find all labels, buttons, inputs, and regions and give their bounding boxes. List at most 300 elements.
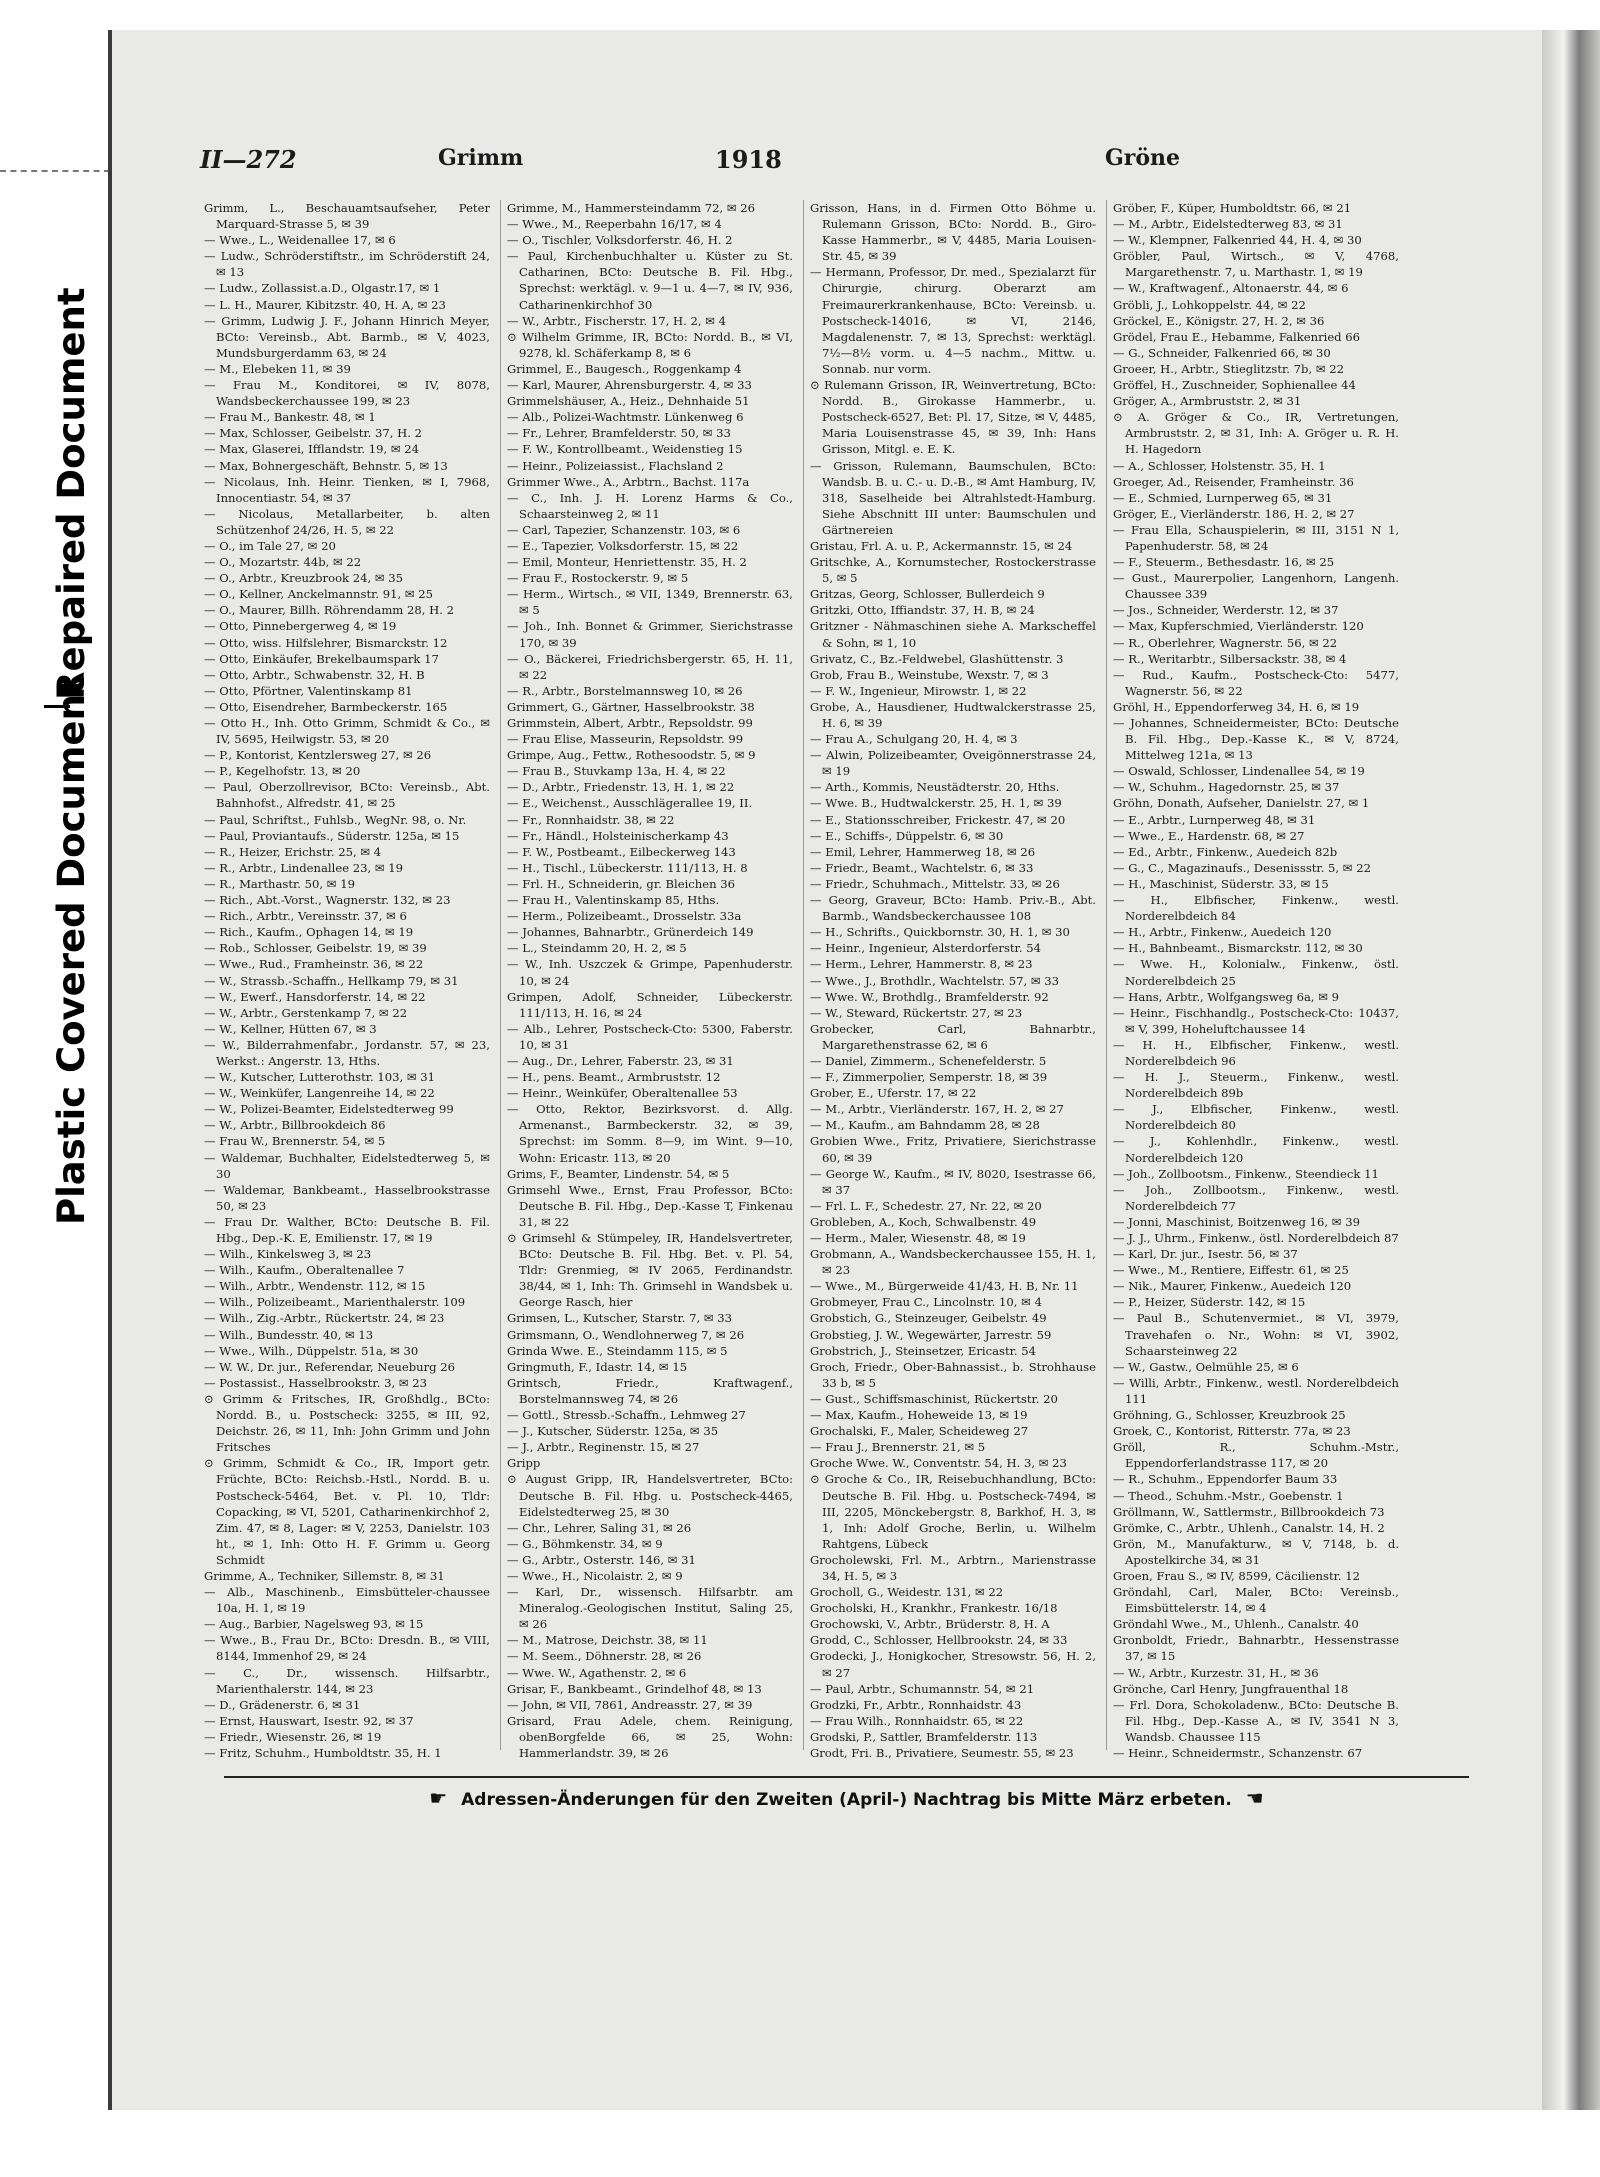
directory-entry: Grobstrich, J., Steinsetzer, Ericastr. 54 [810, 1343, 1037, 1358]
directory-entry: Gröffel, H., Zuschneider, Sophienallee 44 [1113, 378, 1356, 393]
directory-entry: — Chr., Lehrer, Saling 31, ✉ 26 [507, 1520, 692, 1535]
directory-entry: — W., Arbtr., Billbrookdeich 86 [204, 1118, 386, 1133]
directory-entry: ⊙ Rulemann Grisson, IR, Weinvertretung, BCto: Nordd. B., Girokasse Hammerbr., u. Postscheck-6527, Bet: Pl. 17, Sitze, ✉ V, 4485, Maria Louisenstrasse 45, ✉ 39, Inh: Hans Grisson, Mitgl. e. E. K. [810, 378, 1096, 457]
directory-entry: — R., Arbtr., Borstelmannsweg 10, ✉ 26 [507, 683, 743, 698]
directory-entry: — Alb., Maschinenb., Eimsbütteler-chaussee 10a, H. 1, ✉ 19 [204, 1585, 490, 1616]
directory-entry: Grimsen, L., Kutscher, Starstr. 7, ✉ 33 [507, 1311, 733, 1326]
directory-column-4 [1113, 200, 1399, 1760]
directory-entry: Gröhn, Donath, Aufseher, Danielstr. 27, ✉ 1 [1113, 796, 1370, 811]
directory-entry: — Frau M., Konditorei, ✉ IV, 8078, Wandsbeckerchaussee 199, ✉ 23 [204, 378, 490, 409]
directory-entry: — M., Elebeken 11, ✉ 39 [204, 361, 351, 376]
directory-entry: — Frau H., Valentinskamp 85, Hths. [507, 893, 720, 908]
directory-entry: ⊙ Grimm, Schmidt & Co., IR, Import getr. Früchte, BCto: Reichsb.-Hstl., Nordd. B. u. Postscheck-5464, Bet. v. Pl. 10, Tldr: Copacking, ✉ VI, 5201, Catharinenkirchhof 2, Zim. 47, ✉ 8, Lager: ✉ V, 2253, Danielstr. 103 ht., ✉ 1, Inh: Otto H. F. Grimm u. Georg Schmidt [204, 1456, 490, 1567]
directory-entry: — F., Zimmerpolier, Semperstr. 18, ✉ 39 [810, 1070, 1048, 1085]
directory-entry: — Frau F., Rostockerstr. 9, ✉ 5 [507, 571, 689, 586]
repaired-document-label: Repaired Document [50, 287, 93, 700]
directory-entry: — Waldemar, Buchhalter, Eidelstedterweg 5, ✉ 30 [204, 1150, 490, 1181]
directory-entry: Grims, F., Beamter, Lindenstr. 54, ✉ 5 [507, 1166, 730, 1181]
column-divider [1106, 200, 1107, 1750]
page-footer [224, 1786, 1469, 1810]
directory-entry: — Wwe., M., Reeperbahn 16/17, ✉ 4 [507, 217, 722, 232]
directory-entry: — G., Arbtr., Osterstr. 146, ✉ 31 [507, 1552, 696, 1567]
directory-entry: Gritzki, Otto, Iffiandstr. 37, H. B, ✉ 24 [810, 603, 1035, 618]
directory-entry: ⊙ A. Gröger & Co., IR, Vertretungen, Armbruststr. 2, ✉ 31, Inh: A. Gröger u. R. H. H. Hagedorn [1113, 410, 1399, 457]
directory-entry: Grinda Wwe. E., Steindamm 115, ✉ 5 [507, 1343, 728, 1358]
directory-entry: — Wwe. W., Brothdlg., Bramfelderstr. 92 [810, 989, 1049, 1004]
directory-entry: — M., Arbtr., Vierländerstr. 167, H. 2, ✉ 27 [810, 1102, 1064, 1117]
directory-entry: — Otto, Arbtr., Schwabenstr. 32, H. B [204, 667, 425, 682]
directory-entry: — O., Bäckerei, Friedrichsbergerstr. 65, H. 11, ✉ 22 [507, 651, 793, 682]
directory-entry: — Wwe., M., Bürgerweide 41/43, H. B, Nr. 11 [810, 1279, 1079, 1294]
directory-entry: — Wwe., M., Rentiere, Eiffestr. 61, ✉ 25 [1113, 1263, 1349, 1278]
directory-entry: — Willi, Arbtr., Finkenw., westl. Norderelbdeich 111 [1113, 1375, 1399, 1406]
directory-entry: — E., Arbtr., Lurnperweg 48, ✉ 31 [1113, 812, 1316, 827]
directory-entry: — Paul, Schriftst., Fuhlsb., WegNr. 98, o. Nr. [204, 812, 467, 827]
pointing-hand-icon: ☚ [1245, 1786, 1264, 1810]
directory-entry: — E., Stationsschreiber, Frickestr. 47, ✉ 20 [810, 812, 1066, 827]
directory-column-2 [507, 200, 793, 1760]
directory-entry: — George W., Kaufm., ✉ IV, 8020, Isestrasse 66, ✉ 37 [810, 1166, 1096, 1197]
directory-entry: — Frl. Dora, Schokoladenw., BCto: Deutsche B. Fil. Hbg., Dep.-Kasse A., ✉ IV, 3541 N 3, Wandsb. Chaussee 115 [1113, 1697, 1399, 1744]
directory-entry: — Wwe., Rud., Framheinstr. 36, ✉ 22 [204, 957, 424, 972]
directory-entry: — Gust., Schiffsmaschinist, Rückertstr. 20 [810, 1391, 1058, 1406]
directory-entry: Groeger, Ad., Reisender, Framheinstr. 36 [1113, 474, 1354, 489]
directory-entry: — W., Schuhm., Hagedornstr. 25, ✉ 37 [1113, 780, 1340, 795]
column-divider [803, 200, 804, 1750]
directory-entry: Grobstich, G., Steinzeuger, Geibelstr. 49 [810, 1311, 1047, 1326]
directory-entry: — Nik., Maurer, Finkenw., Auedeich 120 [1113, 1279, 1352, 1294]
directory-entry: — W., Kellner, Hütten 67, ✉ 3 [204, 1021, 377, 1036]
directory-entry: — Karl, Dr., wissensch. Hilfsarbtr. am Mineralog.-Geologischen Institut, Saling 25, ✉ 26 [507, 1585, 793, 1632]
directory-entry: Gritzner - Nähmaschinen siehe A. Markscheffel & Sohn, ✉ 1, 10 [810, 619, 1096, 650]
footer-rule [224, 1776, 1469, 1778]
directory-entry: — R., Heizer, Erichstr. 25, ✉ 4 [204, 844, 382, 859]
directory-entry: — Herm., Wirtsch., ✉ VII, 1349, Brennerstr. 63, ✉ 5 [507, 587, 793, 618]
directory-entry: — H. J., Steuerm., Finkenw., westl. Norderelbdeich 89b [1113, 1070, 1399, 1101]
directory-entry: — G., C., Magazinaufs., Desenissstr. 5, ✉ 22 [1113, 860, 1371, 875]
directory-entry: — Max, Kaufm., Hoheweide 13, ✉ 19 [810, 1408, 1028, 1423]
directory-entry: — Wwe., J., Brothdlr., Wachtelstr. 57, ✉ 33 [810, 973, 1059, 988]
directory-entry: — Heinr., Fischhandlg., Postscheck-Cto: 10437, ✉ V, 399, Hoheluftchaussee 14 [1113, 1005, 1399, 1036]
directory-entry: — Paul, Arbtr., Schumannstr. 54, ✉ 21 [810, 1681, 1035, 1696]
directory-entry: — Paul, Oberzollrevisor, BCto: Vereinsb., Abt. Bahnhofst., Alfredstr. 41, ✉ 25 [204, 780, 490, 811]
directory-entry: — Frau Elise, Masseurin, Repsoldstr. 99 [507, 732, 744, 747]
directory-entry: Gröhning, G., Schlosser, Kreuzbrook 25 [1113, 1408, 1346, 1423]
directory-entry: Gröbli, J., Lohkoppelstr. 44, ✉ 22 [1113, 297, 1306, 312]
directory-entry: — F. W., Postbeamt., Eilbeckerweg 143 [507, 844, 736, 859]
directory-entry: — E., Schiffs-, Düppelstr. 6, ✉ 30 [810, 828, 1004, 843]
directory-entry: Grimsmann, O., Wendlohnerweg 7, ✉ 26 [507, 1327, 745, 1342]
directory-entry: Grömke, C., Arbtr., Uhlenh., Canalstr. 14, H. 2 [1113, 1520, 1385, 1535]
directory-entry: — L., Steindamm 20, H. 2, ✉ 5 [507, 941, 687, 956]
directory-entry: — Otto H., Inh. Otto Grimm, Schmidt & Co., ✉ IV, 5695, Heilwigstr. 53, ✉ 20 [204, 716, 490, 747]
directory-entry: — Arth., Kommis, Neustädterstr. 20, Hths. [810, 780, 1060, 795]
directory-entry: — Max, Kupferschmied, Vierländerstr. 120 [1113, 619, 1364, 634]
directory-entry: Grimmel, E., Baugesch., Roggenkamp 4 [507, 361, 742, 376]
directory-entry: — Ernst, Hauswart, Isestr. 92, ✉ 37 [204, 1713, 414, 1728]
book-spine [1542, 30, 1600, 2110]
directory-entry: Grisar, F., Bankbeamt., Grindelhof 48, ✉ 13 [507, 1681, 762, 1696]
directory-entry: — W., Ewerf., Hansdorferstr. 14, ✉ 22 [204, 989, 426, 1004]
directory-entry: — Fr., Lehrer, Bramfelderstr. 50, ✉ 33 [507, 426, 731, 441]
directory-entry: Grodski, P., Sattler, Bramfelderstr. 113 [810, 1729, 1038, 1744]
directory-entry: — O., Mozartstr. 44b, ✉ 22 [204, 555, 362, 570]
directory-entry: Grimme, A., Techniker, Sillemstr. 8, ✉ 31 [204, 1568, 445, 1583]
directory-entry: — Jos., Schneider, Werderstr. 12, ✉ 37 [1113, 603, 1339, 618]
directory-entry: — H., Elbfischer, Finkenw., westl. Norderelbdeich 84 [1113, 893, 1399, 924]
directory-entry: — Alwin, Polizeibeamter, Oveigönnerstrasse 24, ✉ 19 [810, 748, 1096, 779]
directory-entry: Groek, C., Kontorist, Ritterstr. 77a, ✉ 23 [1113, 1424, 1351, 1439]
directory-entry: Gritzas, Georg, Schlosser, Bullerdeich 9 [810, 587, 1045, 602]
directory-entry: — W., Kutscher, Lutterothstr. 103, ✉ 31 [204, 1070, 436, 1085]
directory-entry: — F. W., Ingenieur, Mirowstr. 1, ✉ 22 [810, 683, 1027, 698]
directory-entry: — Friedr., Schuhmach., Mittelstr. 33, ✉ 26 [810, 876, 1060, 891]
directory-entry: — J., Elbfischer, Finkenw., westl. Norderelbdeich 80 [1113, 1102, 1399, 1133]
directory-entry: — W., Weinküfer, Langenreihe 14, ✉ 22 [204, 1086, 435, 1101]
directory-entry: Grobmeyer, Frau C., Lincolnstr. 10, ✉ 4 [810, 1295, 1042, 1310]
directory-entry: — A., Schlosser, Holstenstr. 35, H. 1 [1113, 458, 1326, 473]
directory-entry: — J. J., Uhrm., Finkenw., östl. Norderelbdeich 87 [1113, 1231, 1399, 1245]
directory-entry: Grocholski, H., Krankhr., Frankestr. 16/18 [810, 1601, 1058, 1616]
directory-entry: — Aug., Barbier, Nagelsweg 93, ✉ 15 [204, 1617, 424, 1632]
directory-entry: — W., Steward, Rückertstr. 27, ✉ 23 [810, 1005, 1023, 1020]
directory-entry: — P., Kegelhofstr. 13, ✉ 20 [204, 764, 361, 779]
directory-entry: — C., Inh. J. H. Lorenz Harms & Co., Schaarsteinweg 2, ✉ 11 [507, 490, 793, 521]
directory-entry: Grobmann, A., Wandsbeckerchaussee 155, H. 1, ✉ 23 [810, 1247, 1096, 1278]
directory-entry: — F. W., Kontrollbeamt., Weidenstieg 15 [507, 442, 743, 457]
pointing-hand-icon: ☛ [429, 1786, 448, 1810]
directory-entry: Gröber, F., Küper, Humboldtstr. 66, ✉ 21 [1113, 201, 1352, 215]
directory-entry: — Emil, Monteur, Henriettenstr. 35, H. 2 [507, 555, 747, 570]
directory-entry: — John, ✉ VII, 7861, Andreasstr. 27, ✉ 39 [507, 1697, 753, 1712]
directory-entry: ⊙ Groche & Co., IR, Reisebuchhandlung, BCto: Deutsche B. Fil. Hbg. u. Postscheck-7494, ✉ III, 2205, Mönckebergstr. 8, Barkhof, H. 3, ✉ 1, Inh: Adolf Groche, Berlin, u. Wilhelm Rahtgens, Lübeck [810, 1472, 1096, 1551]
scanned-page [108, 30, 1600, 2110]
directory-entry: — Frl. H., Schneiderin, gr. Bleichen 36 [507, 876, 736, 891]
directory-entry: — Rud., Kaufm., Postscheck-Cto: 5477, Wagnerstr. 56, ✉ 22 [1113, 667, 1399, 698]
directory-entry: — Heinr., Weinküfer, Oberaltenallee 53 [507, 1086, 738, 1101]
directory-entry: — Wwe., H., Nicolaistr. 2, ✉ 9 [507, 1568, 683, 1583]
directory-entry: — Wilh., Kinkelsweg 3, ✉ 23 [204, 1247, 372, 1262]
directory-columns [204, 200, 1474, 1760]
directory-entry: — Frau J., Brennerstr. 21, ✉ 5 [810, 1440, 986, 1455]
directory-entry: Grocholl, G., Weidestr. 131, ✉ 22 [810, 1585, 1004, 1600]
directory-entry: — O., Arbtr., Kreuzbrook 24, ✉ 35 [204, 571, 404, 586]
directory-entry: — W. W., Dr. jur., Referendar, Neueburg 26 [204, 1359, 456, 1374]
directory-entry: — Heinr., Polizeiassist., Flachsland 2 [507, 458, 724, 473]
directory-entry: — Wilh., Arbtr., Wendenstr. 112, ✉ 15 [204, 1279, 426, 1294]
directory-entry: Gritschke, A., Kornumstecher, Rostockerstrasse 5, ✉ 5 [810, 555, 1096, 586]
directory-entry: Gröger, E., Vierländerstr. 186, H. 2, ✉ 27 [1113, 506, 1355, 521]
directory-entry: — M., Arbtr., Eidelstedterweg 83, ✉ 31 [1113, 217, 1343, 232]
directory-entry: Grimmelshäuser, A., Heiz., Dehnhaide 51 [507, 394, 750, 409]
directory-entry: — Karl, Dr. jur., Isestr. 56, ✉ 37 [1113, 1247, 1298, 1262]
directory-entry: — W., Strassb.-Schaffn., Hellkamp 79, ✉ 31 [204, 973, 459, 988]
directory-entry: — E., Tapezier, Volksdorferstr. 15, ✉ 22 [507, 538, 739, 553]
directory-entry: — W., Arbtr., Gerstenkamp 7, ✉ 22 [204, 1005, 408, 1020]
directory-entry: Grivatz, C., Bz.-Feldwebel, Glashüttenstr. 3 [810, 651, 1064, 666]
directory-entry: Grobleben, A., Koch, Schwalbenstr. 49 [810, 1214, 1037, 1229]
directory-entry: — Daniel, Zimmerm., Schenefelderstr. 5 [810, 1053, 1047, 1068]
directory-entry: — H. H., Elbfischer, Finkenw., westl. Norderelbdeich 96 [1113, 1037, 1399, 1068]
side-labels [0, 0, 100, 1450]
directory-entry: — Grimm, Ludwig J. F., Johann Hinrich Meyer, BCto: Vereinsb., Abt. Barmb., ✉ V, 4023, Mundsburgerdamm 63, ✉ 24 [204, 313, 490, 360]
directory-entry: — W., Bilderrahmenfabr., Jordanstr. 57, ✉ 23, Werkst.: Angerstr. 13, Hths. [204, 1037, 490, 1068]
directory-entry: — Frau M., Bankestr. 48, ✉ 1 [204, 410, 376, 425]
directory-entry: — Paul, Kirchenbuchhalter u. Küster zu St. Catharinen, BCto: Deutsche B. Fil. Hbg., Sprechst: werktägl. v. 9—1 u. 4—7, ✉ IV, 936, Catharinenkirchhof 30 [507, 249, 793, 312]
directory-entry: — D., Grädenerstr. 6, ✉ 31 [204, 1697, 361, 1712]
directory-entry: — Hans, Arbtr., Wolfgangsweg 6a, ✉ 9 [1113, 989, 1340, 1004]
directory-entry: Grodecki, J., Honigkocher, Stresowstr. 56, H. 2, ✉ 27 [810, 1649, 1096, 1680]
directory-entry: — Otto, Eisendreher, Barmbeckerstr. 165 [204, 699, 448, 714]
header-first-name: Grimm [438, 145, 524, 171]
directory-entry: — R., Oberlehrer, Wagnerstr. 56, ✉ 22 [1113, 635, 1338, 650]
directory-entry: — Wwe., Wilh., Düppelstr. 51a, ✉ 30 [204, 1343, 419, 1358]
directory-entry: — Karl, Maurer, Ahrensburgerstr. 4, ✉ 33 [507, 378, 752, 393]
plastic-covered-label: Plastic Covered Document [50, 676, 93, 1225]
directory-entry: — Rich., Abt.-Vorst., Wagnerstr. 132, ✉ 23 [204, 893, 451, 908]
directory-entry: — Frau B., Stuvkamp 13a, H. 4, ✉ 22 [507, 764, 726, 779]
directory-entry: Gröllmann, W., Sattlermstr., Billbrookdeich 73 [1113, 1504, 1385, 1519]
directory-entry: Grimpe, Aug., Fettw., Rothesoodstr. 5, ✉ 9 [507, 748, 756, 763]
directory-entry: — E., Weichenst., Ausschlägerallee 19, II. [507, 796, 753, 811]
directory-entry: — Rob., Schlosser, Geibelstr. 19, ✉ 39 [204, 941, 427, 956]
directory-entry: — H., Maschinist, Süderstr. 33, ✉ 15 [1113, 876, 1329, 891]
directory-entry: Grimme, M., Hammersteindamm 72, ✉ 26 [507, 201, 755, 215]
directory-entry: — Max, Schlosser, Geibelstr. 37, H. 2 [204, 426, 423, 441]
directory-entry: Gröndahl, Carl, Maler, BCto: Vereinsb., Eimsbüttelerstr. 14, ✉ 4 [1113, 1585, 1399, 1616]
directory-entry: — Rich., Kaufm., Ophagen 14, ✉ 19 [204, 925, 414, 940]
directory-entry: — Emil, Lehrer, Hammerweg 18, ✉ 26 [810, 844, 1036, 859]
directory-entry: Grimmstein, Albert, Arbtr., Repsoldstr. 99 [507, 716, 753, 730]
directory-entry: Grimsehl Wwe., Ernst, Frau Professor, BCto: Deutsche B. Fil. Hbg., Dep.-Kasse T, Finkenau 31, ✉ 22 [507, 1182, 793, 1229]
page-number: II—272 [200, 145, 297, 174]
directory-entry: — O., Tischler, Volksdorferstr. 46, H. 2 [507, 233, 733, 248]
directory-entry: — Wilh., Bundesstr. 40, ✉ 13 [204, 1327, 374, 1342]
directory-entry: ⊙ Wilhelm Grimme, IR, BCto: Nordd. B., ✉ VI, 9278, kl. Schäferkamp 8, ✉ 6 [507, 329, 793, 360]
directory-entry: Gröndahl Wwe., M., Uhlenh., Canalstr. 40 [1113, 1617, 1359, 1632]
directory-entry: Gröckel, E., Königstr. 27, H. 2, ✉ 36 [1113, 313, 1325, 328]
directory-entry: — Nicolaus, Metallarbeiter, b. alten Schützenhof 24/26, H. 5, ✉ 22 [204, 506, 490, 537]
directory-entry: Groch, Friedr., Ober-Bahnassist., b. Strohhause 33 b, ✉ 5 [810, 1359, 1096, 1390]
footer-notice: Adressen-Änderungen für den Zweiten (April-) Nachtrag bis Mitte März erbeten. [461, 1790, 1232, 1810]
directory-entry: — M. Seem., Döhnerstr. 28, ✉ 26 [507, 1649, 702, 1664]
directory-entry: — Fr., Ronnhaidstr. 38, ✉ 22 [507, 812, 675, 827]
directory-entry: — Max, Glaserei, Ifflandstr. 19, ✉ 24 [204, 442, 419, 457]
directory-entry: — Joh., Inh. Bonnet & Grimmer, Sierichstrasse 170, ✉ 39 [507, 619, 793, 650]
directory-entry: Gröhl, H., Eppendorferweg 34, H. 6, ✉ 19 [1113, 699, 1360, 714]
directory-entry: — P., Heizer, Süderstr. 142, ✉ 15 [1113, 1295, 1306, 1310]
directory-entry: — Friedr., Wiesenstr. 26, ✉ 19 [204, 1729, 382, 1744]
directory-entry: — D., Arbtr., Friedenstr. 13, H. 1, ✉ 22 [507, 780, 735, 795]
directory-entry: — R., Arbtr., Lindenallee 23, ✉ 19 [204, 860, 404, 875]
directory-entry: — Jonni, Maschinist, Boitzenweg 16, ✉ 39 [1113, 1214, 1360, 1229]
directory-entry: — W., Arbtr., Kurzestr. 31, H., ✉ 36 [1113, 1665, 1319, 1680]
directory-entry: — Ludw., Zollassist.a.D., Olgastr.17, ✉ 1 [204, 281, 441, 296]
directory-entry: — Wwe. W., Agathenstr. 2, ✉ 6 [507, 1665, 687, 1680]
directory-entry: — Oswald, Schlosser, Lindenallee 54, ✉ 19 [1113, 764, 1365, 779]
directory-entry: — Wilh., Polizeibeamt., Marienthalerstr. 109 [204, 1295, 466, 1310]
directory-entry: Gripp [507, 1456, 541, 1471]
directory-entry: Grochowski, V., Arbtr., Brüderstr. 8, H. A [810, 1617, 1050, 1632]
directory-entry: — M., Matrose, Deichstr. 38, ✉ 11 [507, 1633, 708, 1648]
directory-entry: — Wwe. B., Hudtwalckerstr. 25, H. 1, ✉ 39 [810, 796, 1062, 811]
directory-entry: Gronboldt, Friedr., Bahnarbtr., Hessenstrasse 37, ✉ 15 [1113, 1633, 1399, 1664]
directory-entry: — J., Kutscher, Süderstr. 125a, ✉ 35 [507, 1424, 719, 1439]
directory-entry: — J., Kohlenhdlr., Finkenw., westl. Norderelbdeich 120 [1113, 1134, 1399, 1165]
directory-entry: — Carl, Tapezier, Schanzenstr. 103, ✉ 6 [507, 522, 741, 537]
header-year: 1918 [715, 145, 782, 174]
directory-entry: — F., Steuerm., Bethesdastr. 16, ✉ 25 [1113, 555, 1335, 570]
directory-entry: Grimmer Wwe., A., Arbtrn., Bachst. 117a [507, 474, 750, 489]
directory-entry: Grobien Wwe., Fritz, Privatiere, Sierichstrasse 60, ✉ 39 [810, 1134, 1096, 1165]
directory-entry: — Paul B., Schutenvermiet., ✉ VI, 3979, Travehafen o. Nr., Wohn: ✉ VI, 3902, Schaarsteinweg 22 [1113, 1311, 1399, 1358]
directory-entry: — H., Tischl., Lübeckerstr. 111/113, H. 8 [507, 860, 748, 875]
directory-entry: — Georg, Graveur, BCto: Hamb. Priv.-B., Abt. Barmb., Wandsbeckerchaussee 108 [810, 893, 1096, 924]
directory-entry: — Heinr., Schneidermstr., Schanzenstr. 67 [1113, 1746, 1363, 1760]
directory-entry: — O., Maurer, Billh. Röhrendamm 28, H. 2 [204, 603, 454, 618]
directory-entry: — W., Inh. Uszczek & Grimpe, Papenhuderstr. 10, ✉ 24 [507, 957, 793, 988]
directory-entry: — Postassist., Hasselbrookstr. 3, ✉ 23 [204, 1375, 427, 1390]
directory-entry: — Waldemar, Bankbeamt., Hasselbrookstrasse 50, ✉ 23 [204, 1182, 490, 1213]
directory-entry: — R., Marthastr. 50, ✉ 19 [204, 876, 355, 891]
directory-entry: — G., Schneider, Falkenried 66, ✉ 30 [1113, 345, 1331, 360]
directory-entry: — Alb., Lehrer, Postscheck-Cto: 5300, Faberstr. 10, ✉ 31 [507, 1021, 793, 1052]
directory-entry: Grisson, Hans, in d. Firmen Otto Böhme u. Rulemann Grisson, BCto: Nordd. B., Giro-Kasse Hammerbr., ✉ V, 4485, Maria Louisen-Str. 45, ✉ 39 [810, 201, 1096, 264]
directory-entry: Grodt, Fri. B., Privatiere, Seumestr. 55, ✉ 23 [810, 1746, 1074, 1760]
directory-entry: Groche Wwe. W., Conventstr. 54, H. 3, ✉ 23 [810, 1456, 1067, 1471]
directory-entry: Grodzki, Fr., Arbtr., Ronnhaidstr. 43 [810, 1697, 1022, 1712]
directory-entry: Grönche, Carl Henry, Jungfrauenthal 18 [1113, 1681, 1349, 1696]
directory-entry: Grober, E., Uferstr. 17, ✉ 22 [810, 1086, 977, 1101]
directory-entry: — Frau W., Brennerstr. 54, ✉ 5 [204, 1134, 386, 1149]
directory-entry: — Otto, Pinnebergerweg 4, ✉ 19 [204, 619, 397, 634]
directory-entry: — Otto, wiss. Hilfslehrer, Bismarckstr. 12 [204, 635, 448, 650]
directory-entry: — Friedr., Beamt., Wachtelstr. 6, ✉ 33 [810, 860, 1034, 875]
directory-entry: — Heinr., Ingenieur, Alsterdorferstr. 54 [810, 941, 1041, 956]
directory-entry: — Frl. L. F., Schedestr. 27, Nr. 22, ✉ 20 [810, 1198, 1042, 1213]
directory-entry: — Grisson, Rulemann, Baumschulen, BCto: Wandsb. B. u. C.- u. D.-B., ✉ Amt Hamburg, IV, 318, Saselheide bei Altrahlstedt-Hamburg. Siehe Abschnitt III unter: Baumschulen und Gärtnereien [810, 458, 1096, 537]
directory-entry: Grobe, A., Hausdiener, Hudtwalckerstrasse 25, H. 6, ✉ 39 [810, 699, 1096, 730]
directory-entry: — H., Schrifts., Quickbornstr. 30, H. 1, ✉ 30 [810, 925, 1070, 940]
directory-entry: — Wilh., Kaufm., Oberaltenallee 7 [204, 1263, 405, 1278]
directory-entry: Gröger, A., Armbruststr. 2, ✉ 31 [1113, 394, 1302, 409]
directory-entry: Grochalski, F., Maler, Scheideweg 27 [810, 1424, 1029, 1439]
directory-entry: — W., Klempner, Falkenried 44, H. 4, ✉ 30 [1113, 233, 1362, 248]
directory-entry: Grön, M., Manufakturw., ✉ V, 7148, b. d. Apostelkirche 34, ✉ 31 [1113, 1536, 1399, 1567]
directory-entry: — J., Arbtr., Reginenstr. 15, ✉ 27 [507, 1440, 700, 1455]
directory-entry: — R., Weritarbtr., Silbersackstr. 38, ✉ 4 [1113, 651, 1347, 666]
directory-entry: — Wilh., Zig.-Arbtr., Rückertstr. 24, ✉ 23 [204, 1311, 445, 1326]
directory-entry: — M., Kaufm., am Bahndamm 28, ✉ 28 [810, 1118, 1040, 1133]
directory-entry: — H., Arbtr., Finkenw., Auedeich 120 [1113, 925, 1332, 940]
page-header [200, 145, 1270, 181]
directory-entry: Grodd, C., Schlosser, Hellbrookstr. 24, ✉ 33 [810, 1633, 1068, 1648]
directory-entry: ⊙ August Gripp, IR, Handelsvertreter, BCto: Deutsche B. Fil. Hbg. u. Postscheck-4465, Eidelstedterweg 25, ✉ 30 [507, 1472, 793, 1519]
column-divider [500, 200, 501, 1750]
directory-entry: — Hermann, Professor, Dr. med., Spezialarzt für Chirurgie, chirurg. Oberarzt am Freimaurerkrankenhause, BCto: Vereinsb. u. Postscheck-14016, ✉ VI, 2146, Magdalenenstr. 7, ✉ 13, Sprechst: werktägl. 7½—8½ vorm. u. 4—5 nachm., Mittw. u. Sonnab. nur vorm. [810, 265, 1096, 376]
directory-entry: — L. H., Maurer, Kibitzstr. 40, H. A, ✉ 23 [204, 297, 446, 312]
directory-entry: ⊙ Grimm & Fritsches, IR, Großhdlg., BCto: Nordd. B., u. Postscheck: 3255, ✉ III, 92, Deichstr. 26, ✉ 11, Inh: John Grimm und John Fritsches [204, 1391, 490, 1455]
directory-entry: — Max, Bohnergeschäft, Behnstr. 5, ✉ 13 [204, 458, 448, 473]
directory-entry: — Frau A., Schulgang 20, H. 4, ✉ 3 [810, 732, 1018, 747]
directory-entry: — Herm., Polizeibeamt., Drosselstr. 33a [507, 909, 742, 924]
directory-entry: — Wwe., L., Weidenallee 17, ✉ 6 [204, 233, 396, 248]
directory-entry: — Otto, Rektor, Bezirksvorst. d. Allg. Armenanst., Barmbeckerstr. 32, ✉ 39, Sprechst: im Somm. 8—9, im Wint. 9—10, Wohn: Ericastr. 113, ✉ 20 [507, 1102, 793, 1165]
directory-column-3 [810, 200, 1096, 1760]
directory-entry: — G., Böhmkenstr. 34, ✉ 9 [507, 1536, 663, 1551]
directory-entry: — Joh., Zollbootsm., Finkenw., westl. Norderelbdeich 77 [1113, 1182, 1399, 1213]
directory-entry: — Fr., Händl., Holsteinischerkamp 43 [507, 828, 729, 843]
directory-entry: — Gottl., Stressb.-Schaffn., Lehmweg 27 [507, 1408, 746, 1423]
directory-column-1 [204, 200, 490, 1760]
directory-entry: — Johannes, Bahnarbtr., Grünerdeich 149 [507, 925, 754, 940]
scan-edge-marker [0, 170, 110, 172]
directory-entry: — H., Bahnbeamt., Bismarckstr. 112, ✉ 30 [1113, 941, 1363, 956]
directory-entry: ⊙ Grimsehl & Stümpeley, IR, Handelsvertreter, BCto: Deutsche B. Fil. Hbg. Bet. v. Pl. 54, Tldr: Grenmieg, ✉ IV 2065, Ferdinandstr. 38/44, ✉ 1, Inh: Th. Grimsehl in Wandsbek u. George Rasch, hier [507, 1231, 793, 1310]
directory-entry: — Joh., Zollbootsm., Finkenw., Steendieck 11 [1113, 1166, 1379, 1181]
directory-entry: — R., Schuhm., Eppendorfer Baum 33 [1113, 1472, 1338, 1487]
directory-entry: Gröbler, Paul, Wirtsch., ✉ V, 4768, Margarethenstr. 7, u. Marthastr. 1, ✉ 19 [1113, 249, 1399, 280]
directory-entry: Grimpen, Adolf, Schneider, Lübeckerstr. 111/113, H. 16, ✉ 24 [507, 989, 793, 1020]
directory-entry: — Frau Wilh., Ronnhaidstr. 65, ✉ 22 [810, 1713, 1024, 1728]
directory-entry: — Theod., Schuhm.-Mstr., Goebenstr. 1 [1113, 1488, 1344, 1503]
directory-entry: Grobstieg, J. W., Wegewärter, Jarrestr. 59 [810, 1327, 1052, 1342]
directory-entry: — O., im Tale 27, ✉ 20 [204, 538, 336, 553]
directory-entry: — Herm., Lehrer, Hammerstr. 8, ✉ 23 [810, 957, 1033, 972]
directory-entry: — Wwe. H., Kolonialw., Finkenw., östl. Norderelbdeich 25 [1113, 957, 1399, 988]
directory-entry: — Ludw., Schröderstiftstr., im Schröderstift 24, ✉ 13 [204, 249, 490, 280]
directory-entry: — W., Gastw., Oelmühle 25, ✉ 6 [1113, 1359, 1299, 1374]
directory-entry: — Fritz, Schuhm., Humboldtstr. 35, H. 1 [204, 1746, 442, 1760]
directory-entry: — Otto, Einkäufer, Brekelbaumspark 17 [204, 651, 439, 666]
directory-entry: — Johannes, Schneidermeister, BCto: Deutsche B. Fil. Hbg., Dep.-Kasse K., ✉ V, 8724, Mittelweg 121a, ✉ 13 [1113, 716, 1399, 763]
directory-entry: — Rich., Arbtr., Vereinsstr. 37, ✉ 6 [204, 909, 407, 924]
directory-entry: — Otto, Pförtner, Valentinskamp 81 [204, 683, 413, 698]
directory-entry: — Nicolaus, Inh. Heinr. Tienken, ✉ I, 7968, Innocentiastr. 54, ✉ 37 [204, 474, 490, 505]
directory-entry: — Wwe., E., Hardenstr. 68, ✉ 27 [1113, 828, 1305, 843]
directory-entry: — H., pens. Beamt., Armbruststr. 12 [507, 1070, 721, 1085]
directory-entry: — Wwe., B., Frau Dr., BCto: Dresdn. B., ✉ VIII, 8144, Immenhof 29, ✉ 24 [204, 1633, 490, 1664]
directory-entry: — E., Schmied, Lurnperweg 65, ✉ 31 [1113, 490, 1333, 505]
directory-entry: Grob, Frau B., Weinstube, Wexstr. 7, ✉ 3 [810, 667, 1049, 682]
directory-entry: — Frau Ella, Schauspielerin, ✉ III, 3151 N 1, Papenhuderstr. 58, ✉ 24 [1113, 522, 1399, 553]
directory-entry: Grimmert, G., Gärtner, Hasselbrookstr. 38 [507, 699, 755, 714]
directory-entry: Grintsch, Friedr., Kraftwagenf., Borstelmannsweg 74, ✉ 26 [507, 1375, 793, 1406]
directory-entry: Grisard, Frau Adele, chem. Reinigung, obenBorgfelde 66, ✉ 25, Wohn: Hammerlandstr. 39, ✉ 26 [507, 1713, 793, 1760]
directory-entry: — Ed., Arbtr., Finkenw., Auedeich 82b [1113, 844, 1338, 859]
directory-entry: Grobecker, Carl, Bahnarbtr., Margarethenstrasse 62, ✉ 6 [810, 1021, 1096, 1052]
directory-entry: — W., Kraftwagenf., Altonaerstr. 44, ✉ 6 [1113, 281, 1349, 296]
directory-entry: Grimm, L., Beschauamtsaufseher, Peter Marquard-Strasse 5, ✉ 39 [204, 201, 490, 232]
directory-entry: — Frau Dr. Walther, BCto: Deutsche B. Fil. Hbg., Dep.-K. E, Emilienstr. 17, ✉ 19 [204, 1214, 490, 1245]
directory-entry: Grödel, Frau E., Hebamme, Falkenried 66 [1113, 329, 1361, 344]
directory-entry: — W., Arbtr., Fischerstr. 17, H. 2, ✉ 4 [507, 313, 726, 328]
directory-entry: — C., Dr., wissensch. Hilfsarbtr., Marienthalerstr. 144, ✉ 23 [204, 1665, 490, 1696]
directory-entry: Gristau, Frl. A. u. P., Ackermannstr. 15, ✉ 24 [810, 538, 1073, 553]
directory-entry: Gröll, R., Schuhm.-Mstr., Eppendorferlandstrasse 117, ✉ 20 [1113, 1440, 1399, 1471]
header-last-name: Gröne [1105, 145, 1181, 171]
directory-entry: Grocholewski, Frl. M., Arbtrn., Marienstrasse 34, H. 5, ✉ 3 [810, 1552, 1096, 1583]
directory-entry: Groen, Frau S., ✉ IV, 8599, Cäcilienstr. 12 [1113, 1568, 1361, 1583]
directory-entry: — Herm., Maler, Wiesenstr. 48, ✉ 19 [810, 1231, 1026, 1245]
directory-entry: — Alb., Polizei-Wachtmstr. Lünkenweg 6 [507, 410, 744, 425]
directory-entry: Gringmuth, F., Idastr. 14, ✉ 15 [507, 1359, 688, 1374]
directory-entry: — P., Kontorist, Kentzlersweg 27, ✉ 26 [204, 748, 432, 763]
directory-entry: Groeer, H., Arbtr., Stieglitzstr. 7b, ✉ 22 [1113, 361, 1344, 376]
directory-entry: — Aug., Dr., Lehrer, Faberstr. 23, ✉ 31 [507, 1053, 734, 1068]
directory-entry: — O., Kellner, Anckelmannstr. 91, ✉ 25 [204, 587, 434, 602]
directory-entry: — Gust., Maurerpolier, Langenhorn, Langenh. Chaussee 339 [1113, 571, 1399, 602]
